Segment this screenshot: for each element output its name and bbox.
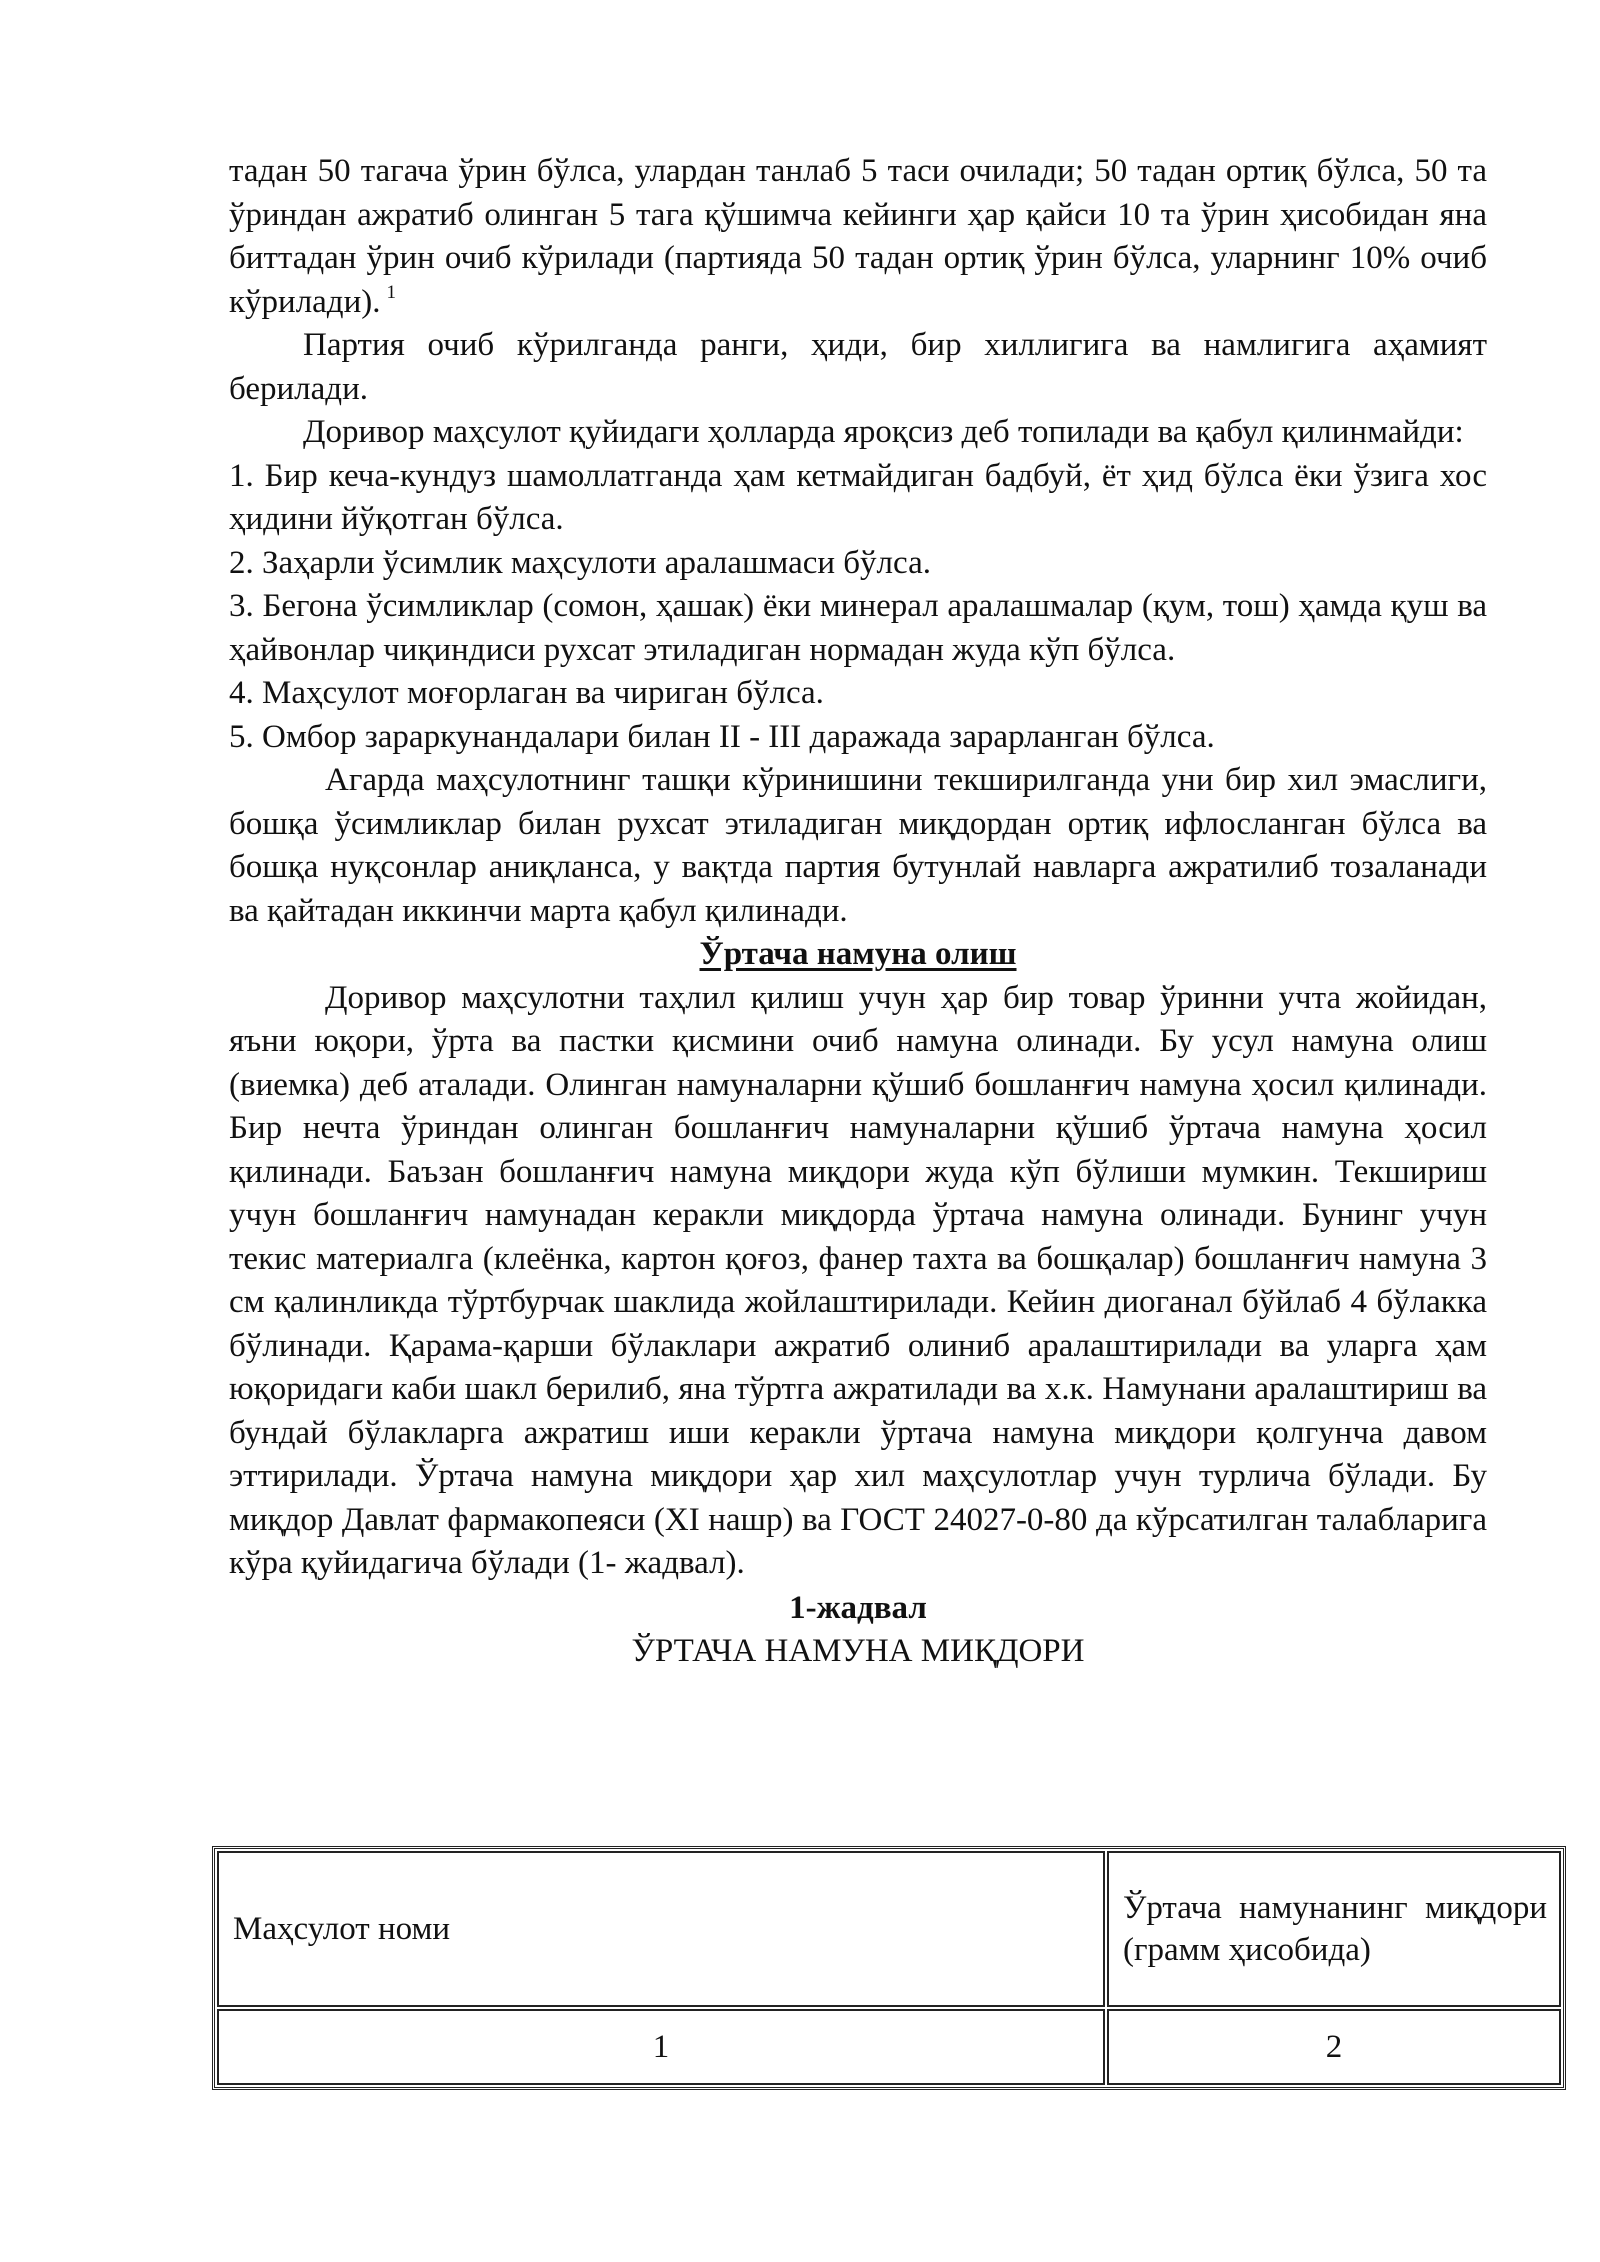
list-item: 1. Бир кеча-кундуз шамоллатганда ҳам кетмайдиган бадбуй, ёт ҳид бўлса ёки ўзига хос ҳидини йўқотган бўлса. [229,457,1487,537]
table-cell: 2 [1107,2009,1561,2085]
footnote-mark: 1 [386,281,396,303]
paragraph: Партия очиб кўрилганда ранги, ҳиди, бир хиллигига ва намлигига аҳамият берилади. [229,327,1487,407]
section-heading: Ўртача намуна олиш [699,936,1017,972]
table-caption: 1-жадвал [789,1589,927,1626]
table-row [217,2009,1561,2085]
list-item: 3. Бегона ўсимликлар (сомон, ҳашак) ёки минерал аралашмалар (қум, тош) ҳамда қуш ва ҳайвонлар чиқиндиси рухсат этиладиган нормадан жуда кўп бўлса. [229,588,1487,668]
paragraph: Агарда маҳсулотнинг ташқи кўринишини текширилганда уни бир хил эмаслиги, бошқа ўсимликлар билан рухсат этиладиган миқдордан ортиқ ифлосланган бўлса ва бошқа нуқсонлар аниқланса, у вақтда партия бутунлай навларга ажратилиб тозаланади ва қайтадан иккинчи марта қабул қилинади. [229,762,1487,929]
list-item: 2. Заҳарли ўсимлик маҳсулоти аралашмаси бўлса. [229,544,931,581]
table-cell: 1 [217,2009,1105,2085]
table-header-cell [1107,1851,1561,2007]
table-header-cell [217,1851,1105,2007]
document-page [229,150,1487,1674]
list-item: 5. Омбор зараркунандалари билан II - III даражада зарарланган бўлса. [229,718,1215,755]
paragraph [229,150,1487,324]
header-product-name: Маҳсулот номи [233,1910,451,1947]
data-table [212,1846,1566,2090]
table-title: ЎРТАЧА НАМУНА МИҚДОРИ [631,1633,1085,1669]
paragraph: Доривор маҳсулот қуйидаги ҳолларда яроқсиз деб топилади ва қабул қилинмайди: [303,414,1464,450]
header-sample-amount: Ўртача намунанинг миқдори (грамм ҳисобида) [1123,1890,1547,1968]
table-header-row [217,1851,1561,2007]
paragraph: Доривор маҳсулотни таҳлил қилиш учун ҳар бир товар ўринни учта жойидан, яъни юқори, ўрта ва пастки қисмини очиб намуна олинади. Бу усул намуна олиш (виемка) деб аталади. Олинган намуналарни қўшиб бошланғич намуна ҳосил қилинади. Бир нечта ўриндан олинган бошланғич намуналарни қўшиб ўртача намуна ҳосил қилинади. Баъзан бошланғич намуна миқдори жуда кўп бўлиши мумкин. Текшириш учун бошланғич намунадан керакли миқдорда ўртача намуна олинади. Бунинг учун текис материалга (клеёнка, картон қоғоз, фанер тахта ва бошқалар) бошланғич намуна 3 см қалинликда тўртбурчак шаклида жойлаштирилади. Кейин диоганал бўйлаб 4 бўлакка бўлинади. Қарама-қарши бўлаклари ажратиб олиниб аралаштирилади ва уларга ҳам юқоридаги каби шакл берилиб, яна тўртга ажратилади ва х.к. Намунани аралаштириш ва бундай бўлакларга ажратиш иши керакли ўртача намуна миқдори қолгунча давом эттирилади. Ўртача намуна миқдори ҳар хил маҳсулотлар учун турлича бўлади. Бу миқдор Давлат фармакопеяси (XI нашр) ва ГОСТ 24027-0-80 да кўрсатилган талабларига кўра қуйидагича бўлади (1- жадвал). [229,979,1487,1581]
list-item: 4. Маҳсулот моғорлаган ва чириган бўлса. [229,675,824,711]
paragraph-text: тадан 50 тагача ўрин бўлса, улардан танлаб 5 таси очилади; 50 тадан ортиқ бўлса, 50 та ўриндан ажратиб олинган 5 тага қўшимча кейинги ҳар қайси 10 та ўрин ҳисобидан яна биттадан ўрин очиб кўрилади (партияда 50 тадан ортиқ ўрин бўлса, уларнинг 10% очиб кўрилади). [229,153,1487,320]
